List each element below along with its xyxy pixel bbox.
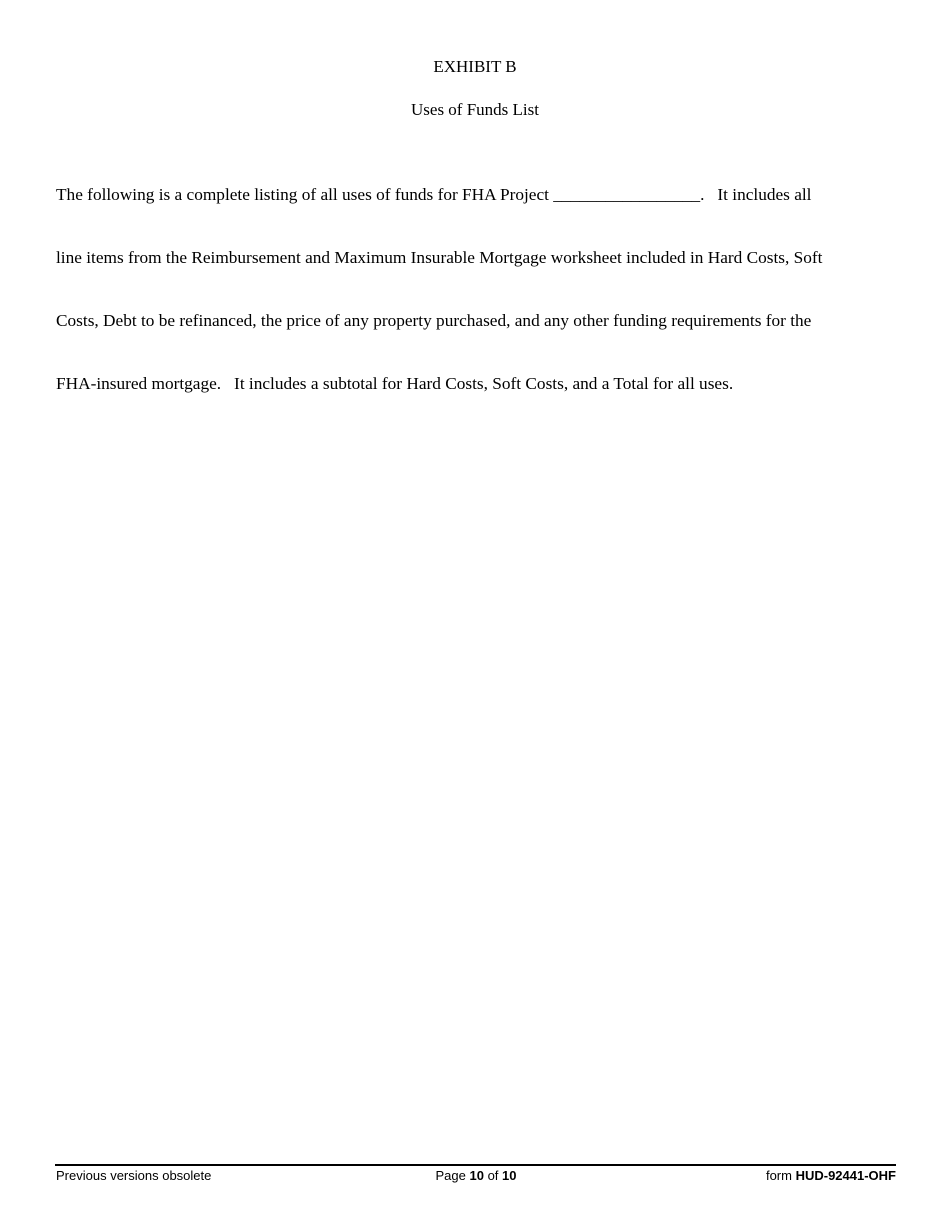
page-of: of (483, 1168, 503, 1183)
page-total: 10 (502, 1168, 517, 1183)
paragraph-line: Costs, Debt to be refinanced, the price of any property purchased, and any other funding requirements for the (56, 311, 812, 330)
body-paragraph (56, 142, 896, 436)
paragraph-line: line items from the Reimbursement and Maximum Insurable Mortgage worksheet included in Hard Costs, Soft (56, 248, 823, 267)
form-number: HUD-92441-OHF (795, 1168, 896, 1183)
exhibit-title: EXHIBIT B (433, 57, 517, 76)
paragraph-line: FHA-insured mortgage. It includes a subtotal for Hard Costs, Soft Costs, and a Total for all uses. (56, 374, 734, 393)
footer-obsolete-notice: Previous versions obsolete (56, 1168, 212, 1183)
page-footer (56, 1167, 896, 1185)
exhibit-subtitle: Uses of Funds List (411, 100, 539, 119)
footer-divider (55, 1164, 896, 1166)
form-prefix: form (765, 1168, 796, 1183)
page-current: 10 (469, 1168, 484, 1183)
page-prefix: Page (435, 1168, 470, 1183)
paragraph-line: The following is a complete listing of all uses of funds for FHA Project _________________. It includes all (56, 185, 812, 204)
footer-form-id (766, 1167, 896, 1185)
